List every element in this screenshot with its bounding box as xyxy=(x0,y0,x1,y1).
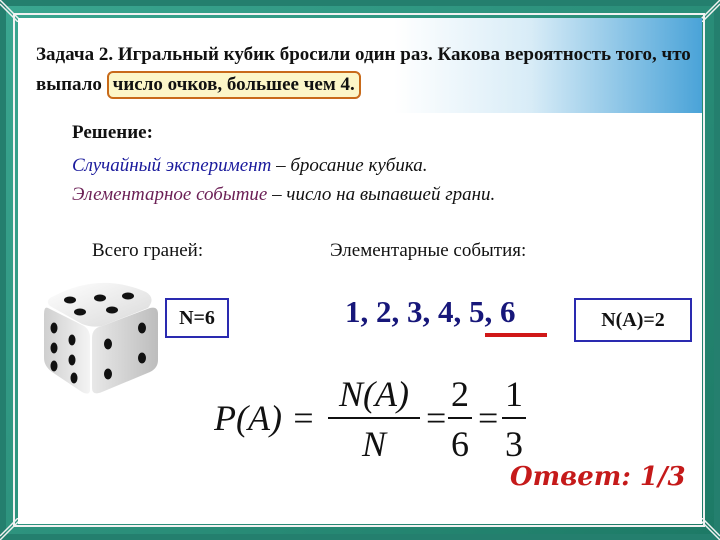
task-statement xyxy=(36,40,696,100)
fraction1-numerator: N(A) xyxy=(339,374,409,414)
fraction1-denominator: N xyxy=(361,424,387,464)
fraction3-numerator: 1 xyxy=(505,374,523,414)
experiment-term: Случайный эксперимент xyxy=(72,155,272,176)
experiment-line xyxy=(72,155,428,177)
answer-text: Ответ: 1/3 xyxy=(510,462,686,492)
probability-formula xyxy=(214,372,534,468)
favorable-count-box: N(A)=2 xyxy=(574,298,692,342)
experiment-definition: – бросание кубика. xyxy=(271,155,428,176)
favorable-outcomes-underline xyxy=(485,333,547,337)
total-faces-box: N=6 xyxy=(165,298,229,338)
events-label: Элементарные события: xyxy=(330,240,527,261)
faces-label: Всего граней: xyxy=(92,240,204,261)
dice-image xyxy=(40,268,162,396)
solution-title: Решение: xyxy=(72,122,153,143)
event-line xyxy=(72,184,495,206)
fraction3-denominator: 3 xyxy=(505,424,523,464)
formula-lhs: P(A) = xyxy=(214,398,316,438)
elementary-outcomes: 1, 2, 3, 4, 5, 6 xyxy=(345,294,516,329)
equals-sign-2: = xyxy=(478,398,499,438)
equals-sign-1: = xyxy=(426,398,447,438)
task-text: Задача 2. Игральный кубик бросили один раз. Какова вероятность того, что выпало xyxy=(36,44,691,95)
task-highlight: число очков, большее чем 4. xyxy=(107,71,361,99)
fraction2-numerator: 2 xyxy=(451,374,469,414)
event-definition: – число на выпавшей грани. xyxy=(267,184,496,205)
fraction2-denominator: 6 xyxy=(451,424,469,464)
event-term: Элементарное событие xyxy=(72,184,268,205)
